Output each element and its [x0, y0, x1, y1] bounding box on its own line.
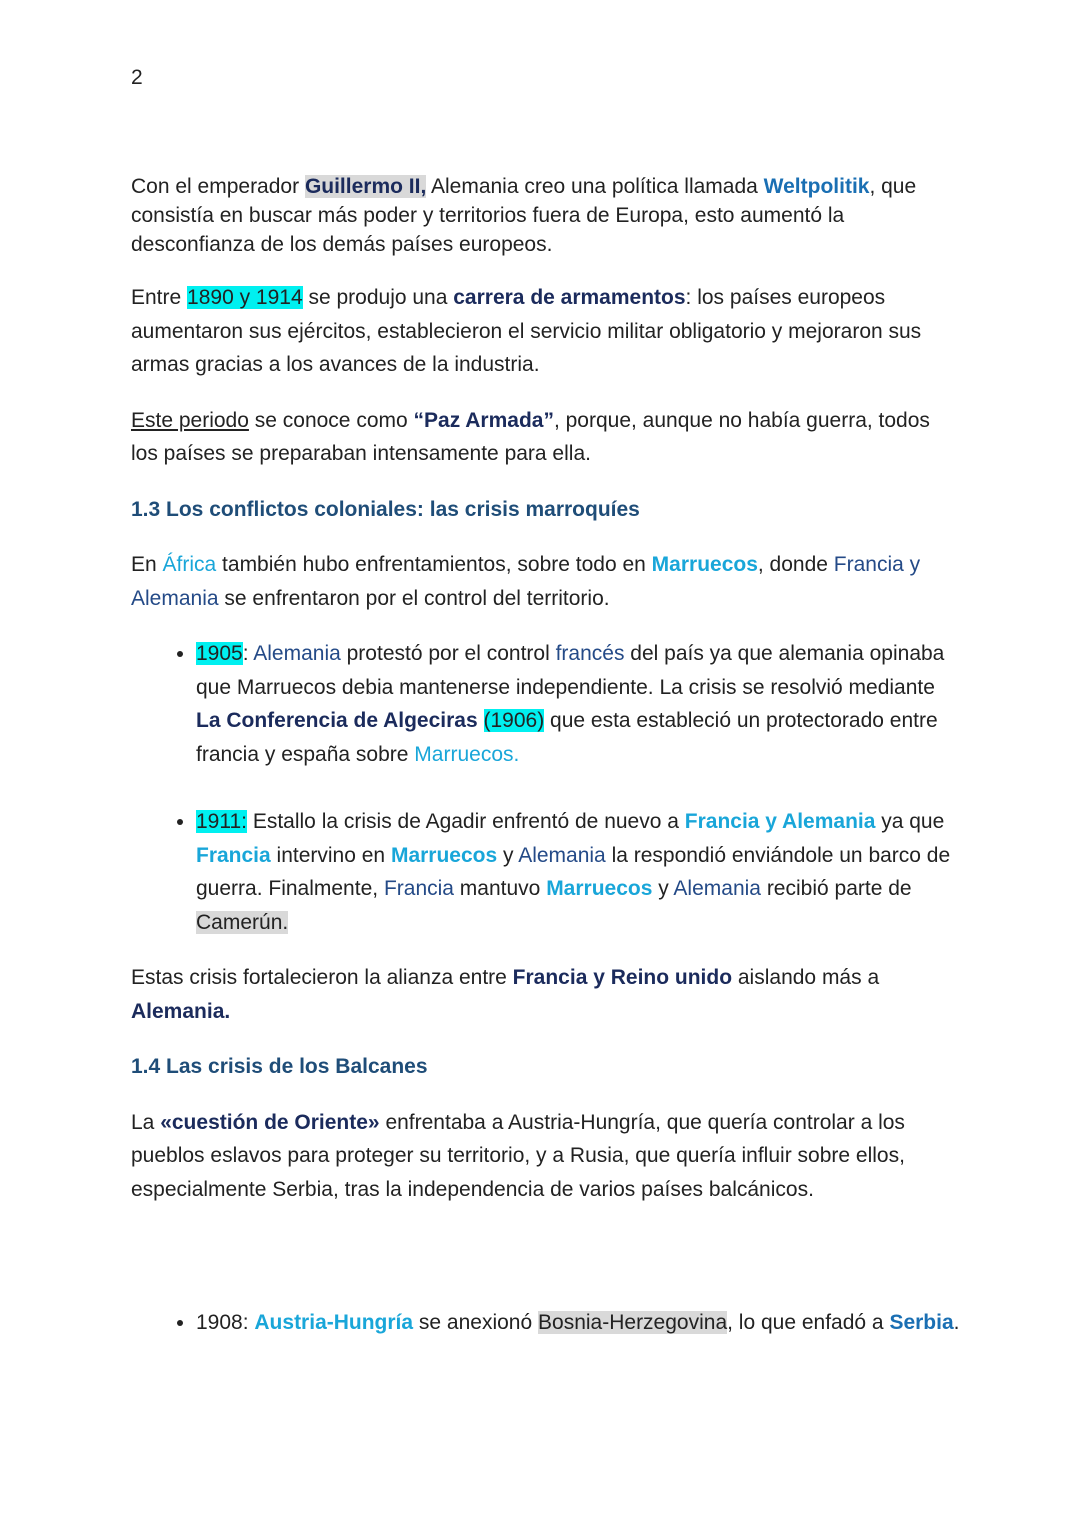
paragraph-africa: En África también hubo enfrentamientos, sobre todo en Marruecos, donde Francia y Alemania se enfrentaron por el control del territorio.	[131, 553, 921, 610]
list-item-1905: • 1905: Alemania protestó por el control francés del país ya que alemania opinaba que Marruecos debia mantenerse independiente. La crisis se resolvió mediante La Conferencia de Algeciras (1906) que esta estableció un protectorado entre francia y españa sobre Marruecos.	[196, 637, 961, 771]
term-carrera-armamentos: carrera de armamentos	[453, 286, 686, 309]
highlight-dates: 1890 y 1914	[187, 286, 303, 309]
highlight-guillermo: Guillermo II,	[304, 175, 427, 198]
heading-1-4: 1.4 Las crisis de los Balcanes	[131, 1055, 428, 1078]
page-number: 2	[131, 66, 143, 89]
paragraph-armamentos: Entre 1890 y 1914 se produjo una carrera de armamentos: los países europeos aumentaron sus ejércitos, establecieron el servicio militar obligatorio y mejoraron sus armas gracias a los avances de la industria.	[131, 286, 922, 376]
paragraph-paz-armada: Este periodo se conoce como “Paz Armada”, porque, aunque no había guerra, todos los países se preparaban intensamente para ella.	[131, 408, 930, 465]
underlined-text: Este periodo	[131, 408, 249, 432]
paragraph-weltpolitik: Con el emperador Guillermo II, Alemania creo una política llamada Weltpolitik, que consistía en buscar más poder y territorios fuera de Europa, esto aumentó la desconfianza de los demás países europeos.	[131, 175, 917, 256]
bullet-list-moroccan-crises	[131, 637, 961, 939]
spacer	[131, 1228, 961, 1306]
heading-1-3: 1.3 Los conflictos coloniales: las crisis marroquíes	[131, 497, 640, 521]
document-body	[131, 172, 961, 1362]
term-weltpolitik: Weltpolitik	[763, 175, 870, 198]
bullet-list-balkans	[131, 1306, 961, 1340]
term-paz-armada: “Paz Armada”	[413, 408, 554, 432]
paragraph-cuestion-oriente: La «cuestión de Oriente» enfrentaba a Austria-Hungría, que quería controlar a los pueblos eslavos para proteger su territorio, y a Rusia, que quería influir sobre ellos, especialmente Serbia, tras la independencia de varios países balcánicos.	[131, 1110, 905, 1201]
paragraph-alianza: Estas crisis fortalecieron la alianza entre Francia y Reino unido aislando más a Alemania.	[131, 966, 880, 1023]
list-item-1908: • 1908: Austria-Hungría se anexionó Bosnia-Herzegovina, lo que enfadó a Serbia.	[196, 1306, 961, 1340]
list-item-1911: • 1911: Estallo la crisis de Agadir enfrentó de nuevo a Francia y Alemania ya que Francia intervino en Marruecos y Alemania la respondió enviándole un barco de guerra. Finalmente, Francia mantuvo Marruecos y Alemania recibió parte de Camerún.	[196, 805, 961, 939]
